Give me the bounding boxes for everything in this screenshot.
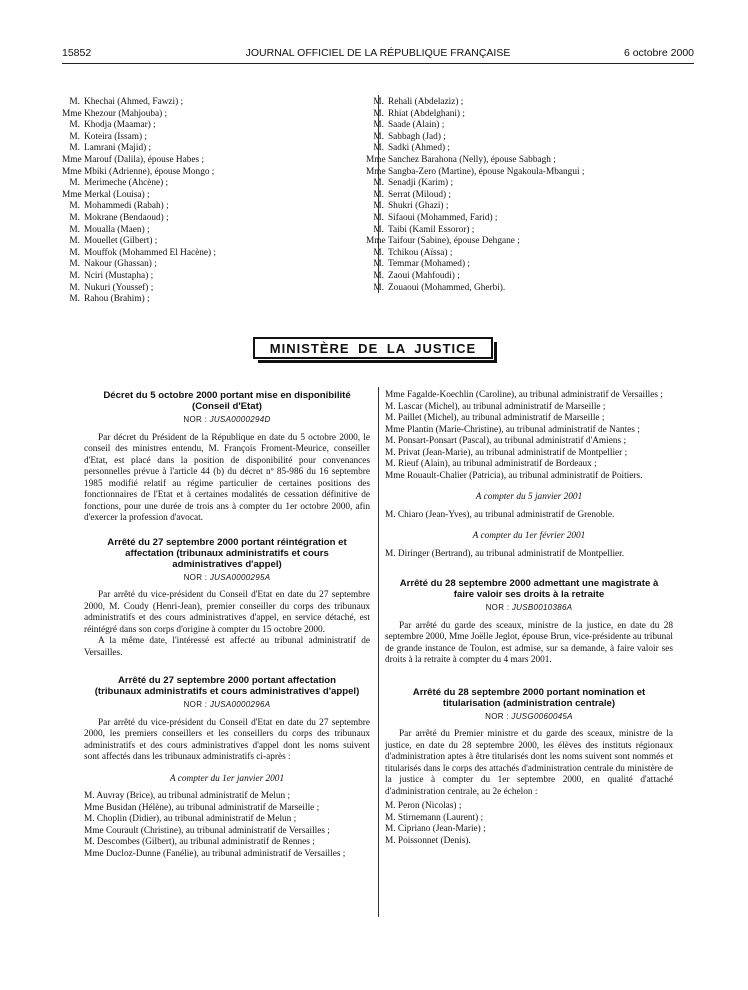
list-item: M. Choplin (Didier), au tribunal administratif de Melun ; (84, 814, 297, 825)
civility-title: Mme (62, 189, 82, 200)
civility-title: M. (373, 120, 384, 131)
civility-title: M. (373, 97, 384, 107)
nor-reference: NOR : JUSA0000295A (183, 572, 271, 582)
issue-date: 6 octobre 2000 (623, 47, 694, 59)
civility-title: Mme (366, 236, 386, 247)
person-name: Mokrane (Bendaoud) ; (84, 212, 169, 223)
left-column (84, 390, 370, 860)
name-entry (62, 283, 362, 295)
person-name: Mbiki (Adrienne), épouse Mongo ; (84, 166, 215, 177)
list-item: M. Stirnemann (Laurent) ; (385, 812, 484, 823)
person-name: Sanchez Barahona (Nelly), épouse Sabbagh ; (388, 154, 556, 165)
page-header (62, 47, 694, 61)
person-name: Nakour (Ghassan) ; (84, 259, 157, 270)
name-entry (366, 201, 696, 213)
name-entry (366, 155, 696, 167)
name-entry (366, 283, 696, 295)
name-entry (62, 178, 362, 190)
affectation-list (84, 791, 370, 860)
name-entry (62, 259, 362, 271)
civility-title: M. (373, 259, 384, 270)
name-entry (366, 120, 696, 132)
civility-title: Mme (62, 108, 82, 119)
person-name: Sifaoui (Mohammed, Farid) ; (388, 212, 498, 223)
person-name: Merkal (Louisa) ; (84, 189, 150, 200)
list-item: M. Privat (Jean-Marie), au tribunal administratif de Montpellier ; (385, 447, 628, 458)
civility-title: M. (373, 247, 384, 258)
names-list-left (62, 97, 362, 306)
section-date-heading: A compter du 1er février 2001 (472, 531, 586, 542)
person-name: Senadji (Karim) ; (388, 178, 454, 189)
person-name: Taifour (Sabine), épouse Dehgane ; (388, 236, 520, 247)
person-name: Mohammedi (Rabah) ; (84, 201, 169, 212)
name-entry (366, 97, 696, 109)
person-name: Khodja (Maamar) ; (84, 120, 156, 131)
civility-title: Mme (366, 154, 386, 165)
person-name: Shukri (Ghazi) ; (388, 201, 449, 212)
name-entry (366, 213, 696, 225)
list-item: M. Auvray (Brice), au tribunal administratif de Melun ; (84, 791, 291, 802)
list-item: M. Ponsart-Ponsart (Pascal), au tribunal administratif d'Amiens ; (385, 436, 627, 446)
section-date-heading: A compter du 1er janvier 2001 (169, 773, 285, 784)
name-entry (62, 213, 362, 225)
list-item: Mme Plantin (Marie-Christine), au tribunal administratif de Nantes ; (385, 424, 640, 435)
civility-title: M. (69, 236, 80, 247)
name-entry (366, 225, 696, 237)
list-item: M. Poissonnet (Denis). (385, 835, 471, 846)
civility-title: Mme (62, 166, 82, 177)
column-divider-main (378, 387, 379, 917)
person-name: Nukuri (Youssef) ; (84, 282, 154, 293)
name-entry (366, 178, 696, 190)
civility-title: M. (69, 259, 80, 270)
list-item: Mme Ducloz-Dunne (Fanélie), au tribunal administratif de Versailles ; (84, 848, 346, 859)
person-name: Rhiat (Abdelghani) ; (388, 108, 465, 119)
civility-title: M. (69, 97, 80, 107)
name-entry (62, 190, 362, 202)
name-entry (62, 236, 362, 248)
name-entry (366, 190, 696, 202)
section-date-heading: A compter du 5 janvier 2001 (475, 492, 583, 502)
list-item: M. Cipriano (Jean-Marie) ; (385, 824, 486, 835)
name-entry (62, 97, 362, 109)
list-item: M. Paillet (Michel), au tribunal administratif de Marseille ; (385, 413, 605, 423)
person-name: Lamrani (Majid) ; (84, 143, 152, 154)
name-entry (366, 109, 696, 121)
list-item: M. Peron (Nicolas) ; (385, 801, 462, 812)
civility-title: M. (373, 178, 384, 189)
civility-title: M. (69, 282, 80, 293)
person-name: Taibi (Kamil Essoror) ; (388, 224, 475, 235)
civility-title: M. (69, 178, 80, 189)
name-entry (62, 248, 362, 260)
civility-title: M. (373, 270, 384, 281)
person-name: Temmar (Mohamed) ; (388, 259, 470, 270)
names-list-right (366, 97, 696, 294)
article-body: Par arrêté du Premier ministre et du garde des sceaux, ministre de la justice, en date du 28 septembre 2000, les élèves des instituts régionaux d'administration aptes à être titularisés dont les noms suivent sont nommés et titularisés dans le corps des attachés d'administration centrale du ministère de la justice à compter du 1er septembre 2000, en qualité d'attaché d'administration centrale, au 2e échelon : (385, 729, 673, 797)
person-name: Khezour (Mahjouba) ; (84, 108, 168, 119)
civility-title: M. (373, 212, 384, 223)
person-name: Zaoui (Mahfoudi) ; (388, 270, 460, 281)
name-entry (62, 120, 362, 132)
civility-title: M. (69, 201, 80, 212)
article-title-retraite: Arrêté du 28 septembre 2000 admettant une magistrate à faire valoir ses droits à la retraite (399, 578, 659, 601)
list-item: Mme Rouault-Chalier (Patricia), au tribunal administratif de Poitiers. (385, 470, 643, 481)
civility-title: M. (69, 224, 80, 235)
person-name: Merimeche (Ahcène) ; (84, 178, 169, 189)
civility-title: Mme (366, 166, 386, 177)
name-entry (62, 201, 362, 213)
name-entry (366, 271, 696, 283)
article-body: Par décret du Président de la République en date du 5 octobre 2000, le conseil des ministres entendu, M. François Froment-Meurice, conseiller d'Etat, est placé dans la position de disponibilité pour convenances personnelles prévue à l'article 44 (b) du décret nº 85-986 du 16 septembre 1985 modifié relatif au régime particulier de certaines positions des fonctionnaires de l'Etat et à certaines modalités de cessation définitive de fonctions, pour une durée de trois ans à compter du 1er octobre 2000, afin d'exercer la profession d'avocat. (84, 432, 370, 524)
civility-title: M. (373, 189, 384, 200)
name-entry (366, 236, 696, 248)
list-item: M. Chiaro (Jean-Yves), au tribunal administratif de Grenoble. (385, 509, 615, 520)
name-entry (62, 271, 362, 283)
affectation-list-continued (385, 390, 673, 482)
article-title-reintegration: Arrêté du 27 septembre 2000 portant réintégration et affectation (tribunaux administratifs et cours administratives d'appel) (107, 536, 347, 570)
header-rule (62, 63, 694, 64)
name-entry (366, 167, 696, 179)
civility-title: M. (69, 247, 80, 258)
article-body: Par arrêté du garde des sceaux, ministre de la justice, en date du 28 septembre 2000, Mme Joëlle Jeglot, épouse Brun, vice-présidente au tribunal de grande instance de Toulon, est admise, sur sa demande, à faire valoir ses droits à la retraite à compter du 4 mars 2001. (385, 620, 673, 666)
person-name: Sadki (Ahmed) ; (388, 143, 450, 154)
nor-reference: NOR : JUSG0060045A (485, 711, 573, 721)
name-entry (366, 248, 696, 260)
person-name: Sangba-Zero (Martine), épouse Ngakoula-Mbangui ; (388, 166, 585, 177)
nor-reference: NOR : JUSB0010386A (485, 603, 573, 613)
civility-title: M. (373, 282, 384, 293)
list-item: M. Diringer (Bertrand), au tribunal administratif de Montpellier. (385, 548, 625, 559)
civility-title: M. (373, 201, 384, 212)
name-entry (62, 167, 362, 179)
article-title-nomination: Arrêté du 28 septembre 2000 portant nomination et titularisation (administration centrale) (412, 686, 646, 709)
list-item: M. Descombes (Gilbert), au tribunal administratif de Rennes ; (84, 837, 315, 848)
civility-title: M. (69, 131, 80, 142)
person-name: Tchikou (Aïssa) ; (388, 247, 453, 258)
person-name: Koteira (Issam) ; (84, 131, 147, 142)
journal-title: JOURNAL OFFICIEL DE LA RÉPUBLIQUE FRANÇAISE (245, 47, 511, 59)
list-item: Mme Busidan (Hélène), au tribunal administratif de Marseille ; (84, 802, 320, 813)
person-name: Rehali (Abdelaziz) ; (388, 97, 464, 107)
civility-title: M. (373, 224, 384, 235)
person-name: Nciri (Mustapha) ; (84, 270, 154, 281)
page-number: 15852 (62, 47, 92, 59)
civility-title: M. (69, 120, 80, 131)
person-name: Sabbagh (Jad) ; (388, 131, 446, 142)
person-name: Serrat (Miloud) ; (388, 189, 451, 200)
article-title-decret-disponibilite: Décret du 5 octobre 2000 portant mise en disponibilité (Conseil d'Etat) (103, 390, 351, 412)
person-name: Zouaoui (Mohammed, Gherbi). (388, 282, 506, 293)
person-name: Mouffok (Mohammed El Hacène) ; (84, 247, 217, 258)
nor-reference: NOR : JUSA0000296A (183, 700, 271, 710)
civility-title: M. (373, 143, 384, 154)
list-item: Mme Fagalde-Koechlin (Caroline), au tribunal administratif de Versailles ; (385, 390, 663, 400)
article-body: Par arrêté du vice-président du Conseil d'Etat en date du 27 septembre 2000, M. Coudy (Henri-Jean), premier conseiller du corps des tribunaux administratifs et des cours administratives d'appel, en service détaché, est réintégré dans son corps d'origine à compter du 15 octobre 2000. (84, 590, 370, 635)
right-column (385, 390, 673, 847)
name-entry (62, 155, 362, 167)
nor-reference: NOR : JUSA0000294D (183, 415, 271, 424)
person-name: Moualla (Maen) ; (84, 224, 150, 235)
list-item: M. Lascar (Michel), au tribunal administratif de Marseille ; (385, 401, 606, 412)
name-entry (62, 143, 362, 155)
ministry-title: MINISTÈRE DE LA JUSTICE (253, 337, 493, 359)
article-body: A la même date, l'intéressé est affecté au tribunal administratif de Versailles. (84, 636, 370, 658)
person-name: Saade (Alain) ; (388, 120, 445, 131)
article-body: Par arrêté du vice-président du Conseil d'Etat en date du 27 septembre 2000, les premiers conseillers et les conseillers du corps des tribunaux administratifs et des cours administratives d'appel dont les noms suivent sont affectés dans les tribunaux administratifs ci-après : (84, 717, 370, 763)
civility-title: M. (69, 143, 80, 154)
article-title-affectation: Arrêté du 27 septembre 2000 portant affectation (tribunaux administratifs et cours administratives d'appel) (94, 675, 360, 698)
civility-title: M. (69, 270, 80, 281)
person-name: Rahou (Brahim) ; (84, 294, 150, 305)
nomination-list (385, 801, 673, 847)
name-entry (62, 109, 362, 121)
person-name: Mouellet (Gilbert) ; (84, 236, 158, 247)
name-entry (62, 132, 362, 144)
name-entry (62, 294, 362, 306)
name-entry (366, 132, 696, 144)
civility-title: M. (69, 212, 80, 223)
civility-title: Mme (62, 154, 82, 165)
civility-title: M. (69, 294, 80, 305)
civility-title: M. (373, 131, 384, 142)
name-entry (62, 225, 362, 237)
name-entry (366, 143, 696, 155)
civility-title: M. (373, 108, 384, 119)
list-item: Mme Courault (Christine), au tribunal administratif de Versailles ; (84, 825, 330, 836)
person-name: Khechai (Ahmed, Fawzi) ; (84, 97, 184, 107)
name-entry (366, 259, 696, 271)
list-item: M. Rieuf (Alain), au tribunal administratif de Bordeaux ; (385, 459, 597, 469)
person-name: Marouf (Dalila), épouse Habes ; (84, 154, 205, 165)
